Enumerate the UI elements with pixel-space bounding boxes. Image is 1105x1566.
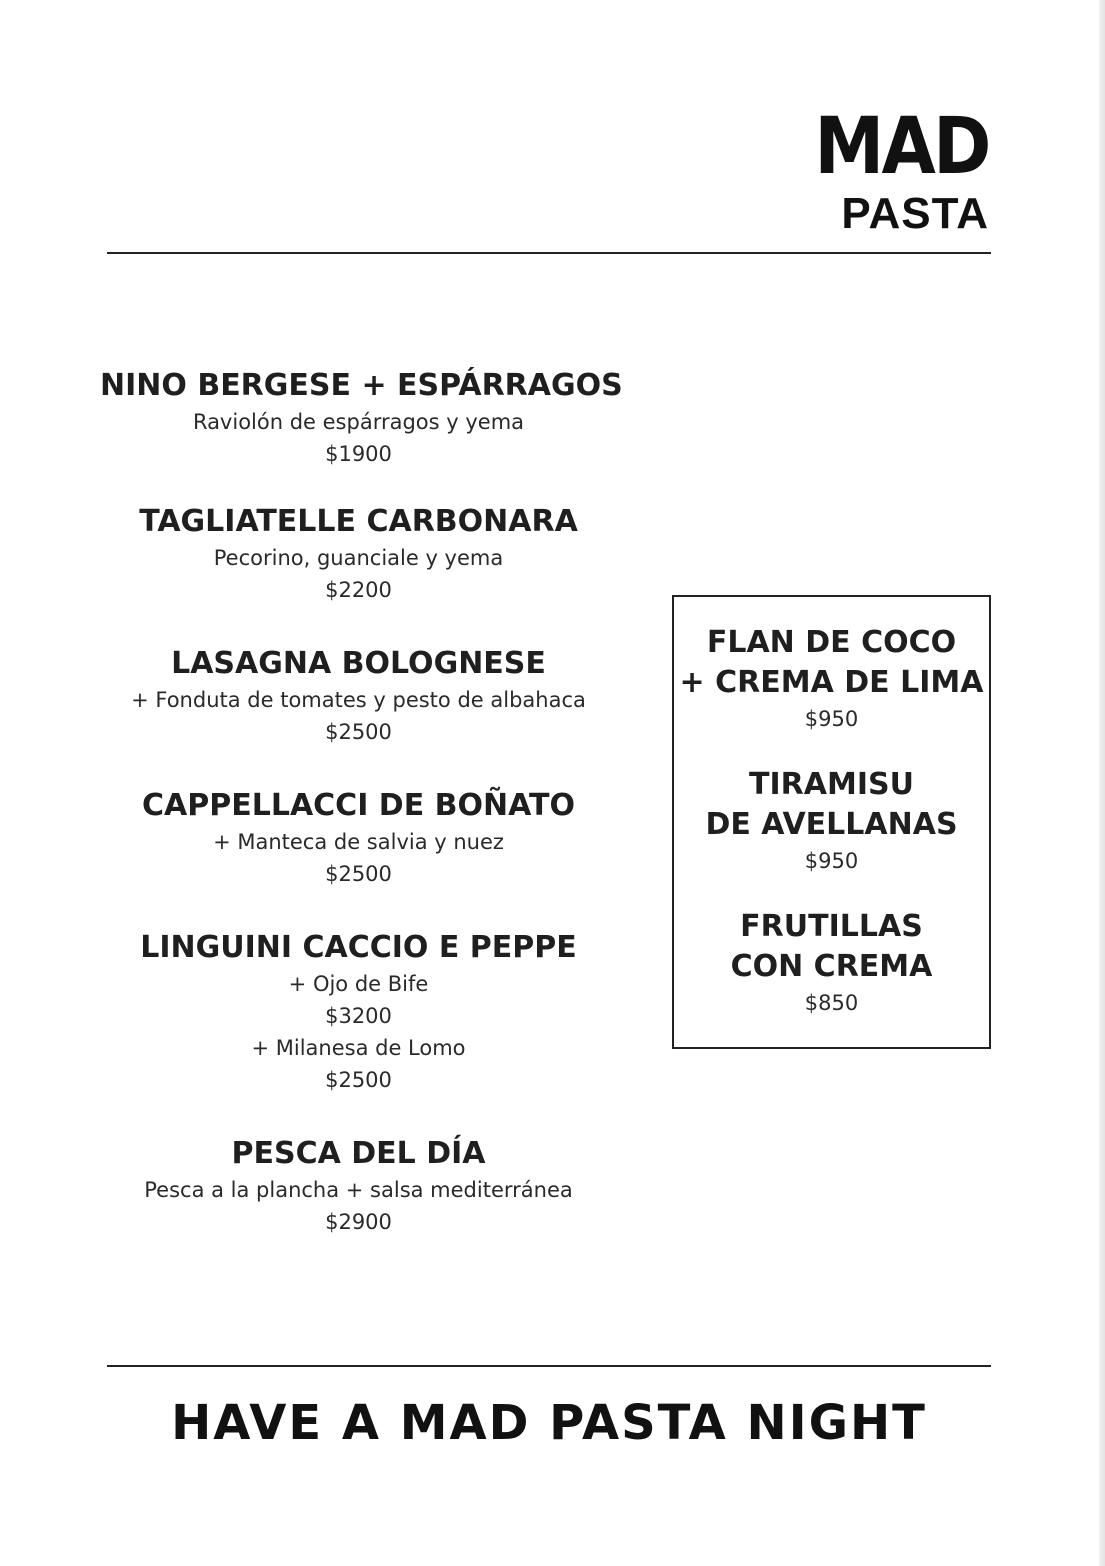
desserts-box (672, 595, 991, 1049)
dish-description: + Fonduta de tomates y pesto de albahaca (131, 688, 586, 712)
menu-item (100, 366, 623, 470)
menu-item (100, 1134, 617, 1238)
dessert-price: $950 (804, 849, 859, 873)
dish-description: Pesca a la plancha + salsa mediterránea (144, 1178, 573, 1202)
dish-option: + Ojo de Bife (288, 972, 429, 996)
dessert-name: TIRAMISU (749, 767, 914, 802)
menu-item (100, 786, 617, 890)
dish-name: NINO BERGESE + ESPÁRRAGOS (100, 368, 623, 403)
dish-name: LINGUINI CACCIO E PEPPE (140, 930, 577, 965)
dish-name: PESCA DEL DÍA (231, 1136, 486, 1171)
dish-description: + Manteca de salvia y nuez (213, 830, 504, 854)
dessert-item (674, 765, 989, 877)
dessert-price: $950 (804, 707, 859, 731)
dish-description: Raviolón de espárragos y yema (192, 410, 525, 434)
dessert-name: FLAN DE COCO (706, 625, 957, 660)
brand-logo (789, 102, 989, 238)
dish-price: $2500 (325, 720, 392, 744)
dish-price: $3200 (325, 1004, 392, 1028)
dessert-price: $850 (804, 991, 859, 1015)
dish-option: + Milanesa de Lomo (251, 1036, 466, 1060)
dish-price: $2200 (325, 578, 392, 602)
menu-item (100, 644, 617, 748)
footer-slogan: HAVE A MAD PASTA NIGHT (171, 1395, 927, 1451)
dessert-name: CON CREMA (730, 949, 933, 984)
bottom-divider (107, 1365, 991, 1367)
dish-name: TAGLIATELLE CARBONARA (139, 504, 578, 539)
brand-logo-mad: MAD (814, 102, 989, 192)
dessert-item (674, 907, 989, 1019)
dessert-name: FRUTILLAS (740, 909, 923, 944)
dish-name: CAPPELLACCI DE BOÑATO (142, 788, 575, 823)
dish-price: $2500 (325, 862, 392, 886)
page-edge (1099, 0, 1105, 1566)
dish-name: LASAGNA BOLOGNESE (171, 646, 546, 681)
dessert-name: + CREMA DE LIMA (679, 665, 984, 700)
dish-description: Pecorino, guanciale y yema (213, 546, 504, 570)
dish-price: $2900 (325, 1210, 392, 1234)
brand-logo-pasta: PASTA (841, 189, 989, 238)
dish-price: $1900 (325, 442, 392, 466)
menu-item (100, 928, 617, 1096)
mains-list (100, 366, 623, 1238)
dessert-name: DE AVELLANAS (705, 807, 958, 842)
dish-price: $2500 (325, 1068, 392, 1092)
dessert-item (674, 623, 989, 735)
top-divider (107, 252, 991, 254)
menu-item (100, 502, 617, 606)
